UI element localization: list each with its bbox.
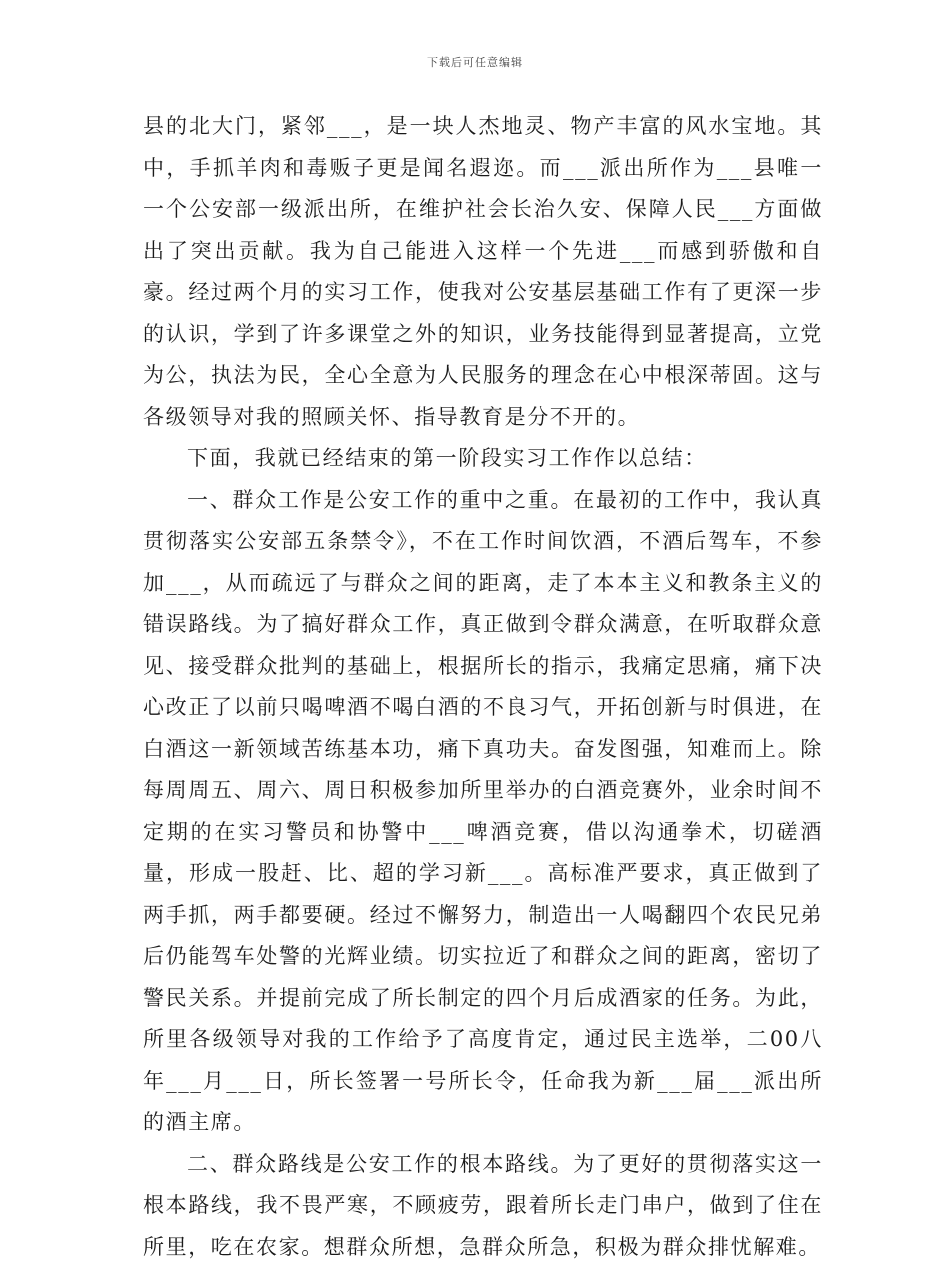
paragraph-1: 县的北大门，紧邻___，是一块人杰地灵、物产丰富的风水宝地。其中，手抓羊肉和毒贩子更是闻名遐迩。而___派出所作为___县唯一一个公安部一级派出所，在维护社会长治久安、保障人民___方面做出了突出贡献。我为自己能进入这样一个先进___而感到骄傲和自豪。经过两个月的实习工作，使我对公安基层基础工作有了更深一步的认识，学到了许多课堂之外的知识，业务技能得到显著提高，立党为公，执法为民，全心全意为人民服务的理念在心中根深蒂固。这与各级领导对我的照顾关怀、指导教育是分不开的。 <box>143 106 823 438</box>
paragraph-3: 一、群众工作是公安工作的重中之重。在最初的工作中，我认真贯彻落实公安部五条禁令》，不在工作时间饮酒，不酒后驾车，不参加___，从而疏远了与群众之间的距离，走了本本主义和教条主义的错误路线。为了搞好群众工作，真正做到令群众满意，在听取群众意见、接受群众批判的基础上，根据所长的指示，我痛定思痛，痛下决心改正了以前只喝啤酒不喝白酒的不良习气，开拓创新与时俱进，在白酒这一新领域苦练基本功，痛下真功夫。奋发图强，知难而上。除每周周五、周六、周日积极参加所里举办的白酒竞赛外，业余时间不定期的在实习警员和协警中___啤酒竞赛，借以沟通拳术，切磋酒量，形成一股赶、比、超的学习新___。高标准严要求，真正做到了两手抓，两手都要硬。经过不懈努力，制造出一人喝翻四个农民兄弟后仍能驾车处警的光辉业绩。切实拉近了和群众之间的距离，密切了警民关系。并提前完成了所长制定的四个月后成酒家的任务。为此，所里各级领导对我的工作给予了高度肯定，通过民主选举，二00八年___月___日，所长签署一号所长令，任命我为新___届___派出所的酒主席。 <box>143 480 823 1144</box>
page-header: 下载后可任意编辑 <box>0 54 950 70</box>
paragraph-2: 下面，我就已经结束的第一阶段实习工作作以总结： <box>143 438 823 480</box>
document-body <box>143 106 823 1268</box>
paragraph-4: 二、群众路线是公安工作的根本路线。为了更好的贯彻落实这一根本路线，我不畏严寒，不顾疲劳，跟着所长走门串户，做到了住在所里，吃在农家。想群众所想，急群众所急，积极为群众排忧解难。 <box>143 1144 823 1268</box>
